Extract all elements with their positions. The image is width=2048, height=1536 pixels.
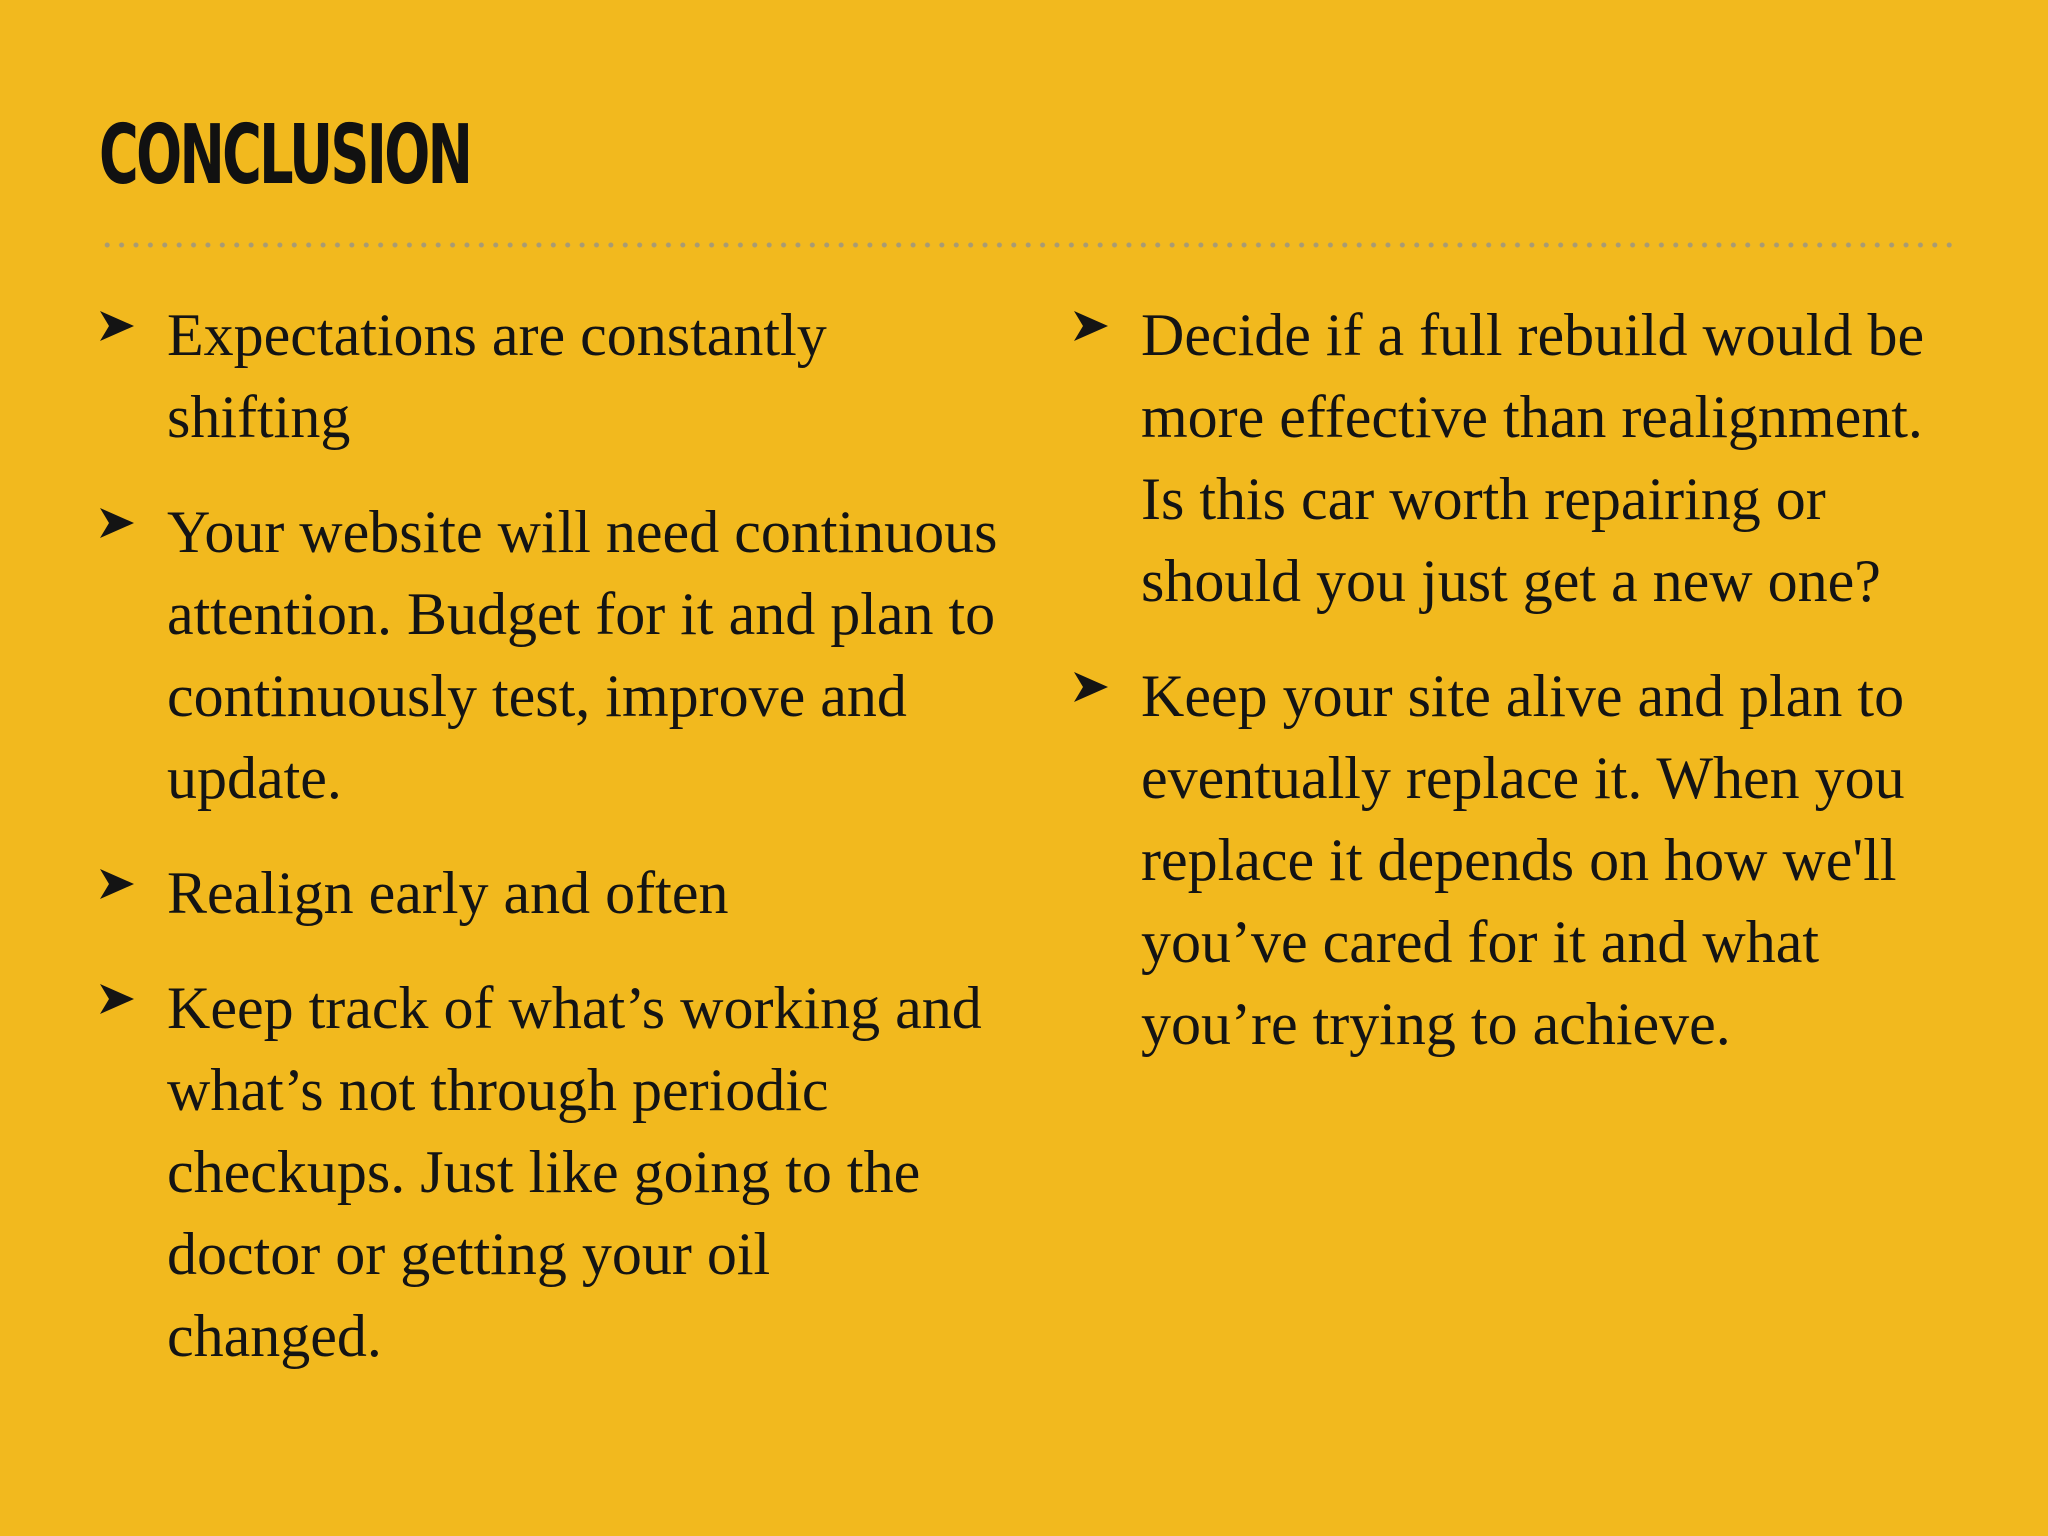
dotted-divider xyxy=(100,242,1952,248)
bullet-item xyxy=(1072,294,1972,622)
bullet-text: Realign early and often xyxy=(167,860,729,926)
bullet-text: Decide if a full rebuild would be more effective than realignment. Is this car worth repairing or should you just get a new one? xyxy=(1141,302,1925,614)
arrowhead-bullet-icon xyxy=(1072,307,1110,345)
bullet-text: Keep track of what’s working and what’s not through periodic checkups. Just like going to the doctor or getting your oil changed. xyxy=(167,975,982,1369)
bullet-text: Expectations are constantly shifting xyxy=(167,302,827,450)
arrowhead-bullet-icon xyxy=(98,865,136,903)
arrowhead-bullet-icon xyxy=(98,980,136,1018)
bullet-text: Keep your site alive and plan to eventually replace it. When you replace it depends on how we'll you’ve cared for it and what you’re trying to achieve. xyxy=(1141,663,1905,1057)
bullet-item xyxy=(98,294,998,458)
arrowhead-bullet-icon xyxy=(1072,668,1110,706)
arrowhead-bullet-icon xyxy=(98,504,136,542)
page-title: CONCLUSION xyxy=(99,108,471,203)
bullet-item xyxy=(1072,655,1972,1065)
bullet-item xyxy=(98,491,998,819)
right-bullet-list xyxy=(1072,294,1972,1098)
bullet-text: Your website will need continuous attention. Budget for it and plan to continuously test, improve and update. xyxy=(167,499,998,811)
bullet-item xyxy=(98,852,998,934)
bullet-item xyxy=(98,967,998,1377)
arrowhead-bullet-icon xyxy=(98,307,136,345)
left-bullet-list xyxy=(98,294,998,1410)
